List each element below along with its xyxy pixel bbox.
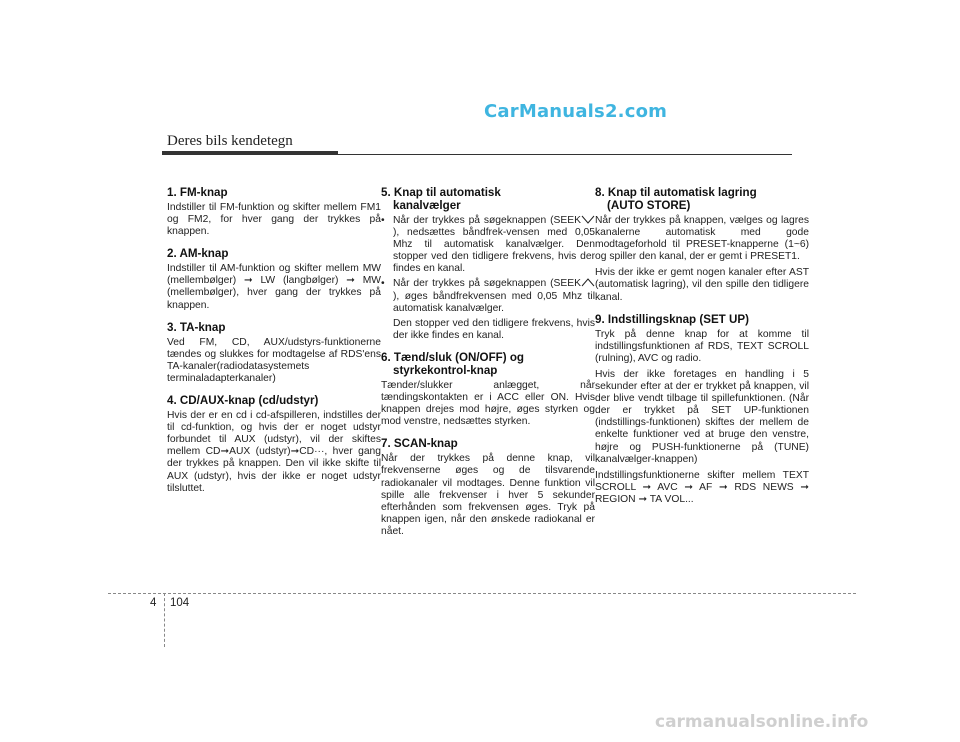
list-item [381, 278, 595, 314]
section-auto-kanalvaelger [381, 186, 595, 342]
heading-line-2: styrkekontrol-knap [393, 363, 498, 377]
bullet-dot: • [381, 215, 385, 226]
section-body: Når der trykkes på denne knap, vil frekvenserne øges og de tilsvarende radiokanaler vil modtages. Denne funktion vil spille alle frekvenser i hver 5 sekunder efterhånden som frekvensen øges. Tryk på knappen igen, når den ønskede radiokanal er nået. [381, 453, 595, 537]
section-am-knap [167, 247, 381, 311]
section-body: Ved FM, CD, AUX/udstyrs-funktionerne tændes og slukkes for modtagelse af RDS'ens TA-kanaler(radiodatasystemets terminaladapterkanaler) [167, 336, 381, 384]
heading-line-1: 8. Knap til automatisk lagring [595, 186, 757, 199]
section-set-up [595, 313, 809, 506]
page-number: 104 [170, 597, 190, 609]
section-heading [381, 351, 595, 377]
section-scan-knap [381, 437, 595, 538]
section-auto-store [595, 186, 809, 304]
chevron-down-icon [581, 215, 595, 224]
bullet-text [393, 278, 595, 314]
section-heading: 2. AM-knap [167, 247, 229, 261]
section-heading: 3. TA-knap [167, 320, 226, 334]
footer-divider [164, 593, 165, 647]
section-heading: 4. CD/AUX-knap (cd/udstyr) [167, 394, 319, 408]
section-body: Når der trykkes på knappen, vælges og lagres kanalerne automatisk med gode modtageforhold til PRESET-knapperne (1~6) og spiller den kanal, der er gemt i PRESET1. [595, 215, 809, 263]
bullet-text-pre: Når der trykkes på søgeknappen (SEEK [393, 278, 581, 290]
page-header-title: Deres bils kendetegn [167, 133, 293, 149]
watermark-carmanuals2: CarManuals2.com [484, 101, 668, 122]
bullet-text-pre: Når der trykkes på søgeknappen (SEEK [393, 215, 581, 226]
section-body: Hvis der ikke foretages en handling i 5 sekunder efter at der er trykket på knappen, vil der blive vendt tilbage til spillefunktionen. (Når der er trykket på SET UP-funktionen (indstillings-funktionen) skiftes der mellem de enkelte funktioner ved at bruge den venstre, højre og PUSH-funktionerne på (TUNE) kanalvælger-knappen) [595, 368, 809, 465]
list-item [381, 215, 595, 275]
section-cd-aux-knap [167, 394, 381, 495]
header-bar [162, 151, 338, 155]
watermark-carmanualsonline: carmanualsonline.info [655, 712, 869, 732]
footer-rule [108, 593, 856, 594]
section-body: Hvis der er en cd i cd-afspilleren, indstilles der til cd-funktion, og hvis der er noget udstyr forbundet til AUX (udstyr), vil der skiftes mellem CD➞AUX (udstyr)➞CD···, hver gang der trykkes på knappen. Den vil ikke skifte til AUX (udstyr), hvis der ikke er noget udstyr tilsluttet. [167, 410, 381, 494]
bullet-text-post: ), øges båndfrekvensen med 0,05 Mhz til automatisk kanalvælger. [393, 290, 595, 314]
chevron-up-icon [581, 278, 595, 287]
heading-line-1: 5. Knap til automatisk [381, 186, 501, 199]
column-3 [595, 186, 809, 515]
section-on-off-knap [381, 351, 595, 428]
section-heading [381, 186, 595, 212]
bullet-dot: • [381, 278, 385, 290]
section-heading: 1. FM-knap [167, 186, 228, 199]
header-rule [338, 154, 792, 155]
section-body: Indstillingsfunktionerne skifter mellem TEXT SCROLL ➞ AVC ➞ AF ➞ RDS NEWS ➞ REGION ➞ TA VOL... [595, 469, 809, 505]
section-body: Tryk på denne knap for at komme til indstillingsfunktionen af RDS, TEXT SCROLL (rulning), AVC og radio. [595, 328, 809, 364]
section-body: Tænder/slukker anlægget, når tændingskontakten er i ACC eller ON. Hvis knappen drejes mod højre, øges styrken og mod venstre, nedsættes styrken. [381, 379, 595, 428]
heading-line-2: (AUTO STORE) [607, 199, 691, 212]
bullet-continuation: Den stopper ved den tidligere frekvens, hvis der ikke findes en kanal. [393, 317, 595, 341]
section-body: Hvis der ikke er gemt nogen kanaler efter AST (automatisk lagring), vil den spille den tidligere kanal. [595, 267, 809, 303]
heading-line-2: kanalvælger [393, 199, 461, 212]
column-2 [381, 186, 595, 547]
bullet-text [393, 215, 595, 275]
section-body: Indstiller til FM-funktion og skifter mellem FM1 og FM2, for hver gang der trykkes på knappen. [167, 202, 381, 238]
section-fm-knap [167, 186, 381, 238]
section-heading: 9. Indstillingsknap (SET UP) [595, 312, 749, 326]
bullet-text-post: ), nedsættes båndfrek-vensen med 0,05 Mhz til automatisk kanalvælger. Den stopper ved den tidligere frekvens, hvis der findes en kanal. [393, 227, 595, 275]
section-ta-knap [167, 321, 381, 385]
section-heading [595, 186, 809, 212]
column-1 [167, 186, 381, 504]
heading-line-1: 6. Tænd/sluk (ON/OFF) og [381, 350, 524, 364]
section-heading: 7. SCAN-knap [381, 437, 458, 451]
section-body: Indstiller til AM-funktion og skifter mellem MW (mellembølger) ➞ LW (langbølger) ➞ MW (mellembølger), hver gang der trykkes på knappen. [167, 263, 381, 311]
page-chapter: 4 [150, 597, 157, 609]
